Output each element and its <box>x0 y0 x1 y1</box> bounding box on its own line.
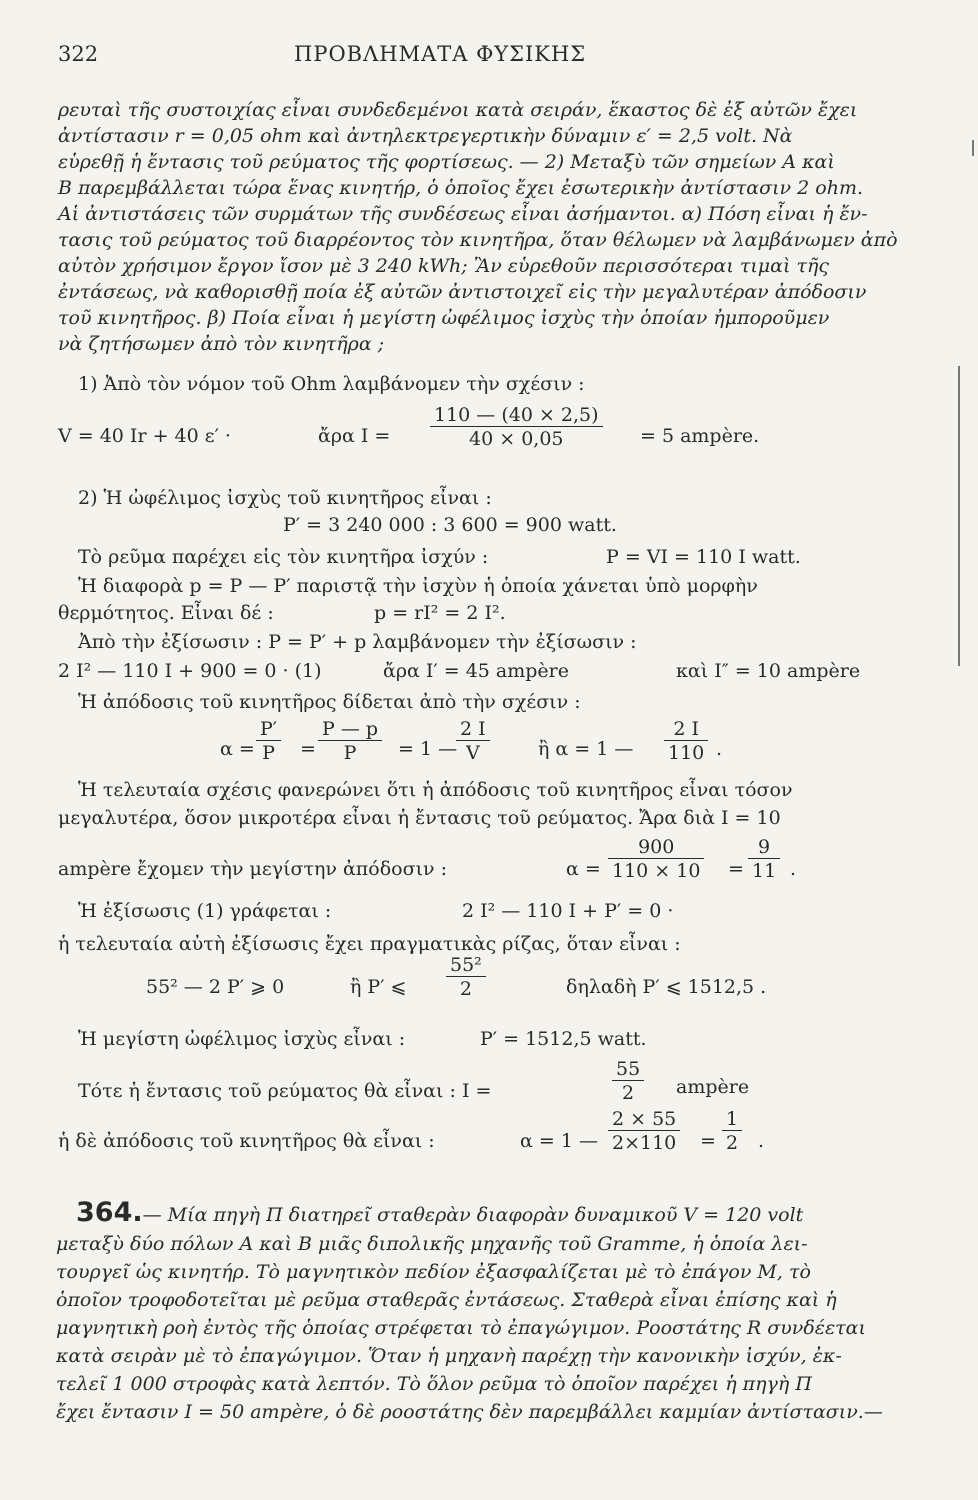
equation-root-1: ἄρα I′ = 45 ampère <box>383 660 569 682</box>
fraction-numerator: 900 <box>608 836 704 859</box>
fraction-55-over-2 <box>612 1058 644 1105</box>
problem-line: μεταξὺ δύο πόλων Α καὶ Β μιᾶς διπολικῆς μηχανῆς τοῦ Gramme, ἡ ὁποία λει- <box>56 1233 808 1255</box>
intro-line: εὑρεθῇ ἡ ἔντασις τοῦ ρεύματος τῆς φορτίσεως. — 2) Μεταξὺ τῶν σημείων Α καὶ <box>58 151 835 173</box>
equation-unit: ampère <box>676 1076 750 1098</box>
solution-text: Ἡ τελευταία σχέσις φανερώνει ὅτι ἡ ἀπόδοσις τοῦ κινητῆρος εἶναι τόσον <box>78 779 793 801</box>
equation-quadratic: 2 I² — 110 I + 900 = 0 · (1) <box>58 660 322 682</box>
fraction-denominator: 11 <box>752 860 777 882</box>
solution-text: ἡ δὲ ἀπόδοσις τοῦ κινητῆρος θὰ εἶναι : <box>58 1130 435 1152</box>
intro-line: νὰ ζητήσωμεν ἀπὸ τὸν κινητῆρα ; <box>58 333 385 355</box>
problem-number: 364. <box>76 1197 143 1228</box>
fraction-900-over-1100 <box>608 836 704 883</box>
problem-364-first-line <box>76 1196 803 1232</box>
max-eff-equals: = <box>728 858 744 880</box>
eff-or: ἢ α = 1 — <box>538 738 634 760</box>
equation-discriminant: 55² — 2 P′ ⩾ 0 <box>146 976 285 998</box>
max-eff-alpha: α = <box>566 858 601 880</box>
solution-text: Ἡ ἐξίσωσις (1) γράφεται : <box>78 900 332 922</box>
intro-line: ἀντίστασιν r = 0,05 ohm καὶ ἀντηλεκτρεγερτικὴν δύναμιν ε′ = 2,5 volt. Νὰ <box>58 125 793 147</box>
problem-line: μαγνητικὴ ροὴ ἐντὸς τῆς ὁποίας στρέφεται τὸ ἐπαγώγιμον. Ροοστάτης R συνδέεται <box>56 1317 866 1339</box>
fraction-numerator: 9 <box>748 836 780 859</box>
eff-alpha: α = <box>220 738 255 760</box>
fraction-denominator: 2 <box>622 1082 635 1104</box>
fraction-denominator: P <box>262 742 275 764</box>
fraction-numerator: P — p <box>318 718 382 741</box>
fraction-numerator: P′ <box>256 718 281 741</box>
running-title: ΠΡΟΒΛΗΜΑΤΑ ΦΥΣΙΚΗΣ <box>294 42 587 66</box>
problem-line: τουργεῖ ὡς κινητήρ. Τὸ μαγνητικὸν πεδίον ἐξασφαλίζεται μὲ τὸ ἐπάγον Μ, τὸ <box>56 1261 811 1283</box>
problem-line: κατὰ σειρὰν μὲ τὸ ἐπαγώγιμον. Ὅταν ἡ μηχανὴ παρέχῃ τὴν κανονικὴν ἰσχύν, ἐκ- <box>56 1345 842 1367</box>
problem-line: τελεῖ 1 000 στροφὰς κατὰ λεπτόν. Τὸ ὅλον ρεῦμα τὸ ὁποῖον παρέχει ἡ πηγὴ Π <box>56 1373 812 1395</box>
solution-step-1: 1) Ἀπὸ τὸν νόμον τοῦ Ohm λαμβάνομεν τὴν σχέσιν : <box>78 373 585 395</box>
solution-text: Ἡ μεγίστη ὠφέλιμος ἰσχὺς εἶναι : <box>78 1028 406 1050</box>
solution-text: ampère ἔχομεν τὴν μεγίστην ἀπόδοσιν : <box>58 858 448 880</box>
fraction-55sq-over-2 <box>446 954 486 1001</box>
equation-voltage: V = 40 Ir + 40 ε′ · <box>58 425 231 447</box>
fraction-denominator: 40 × 0,05 <box>469 428 564 450</box>
problem-line: ὁποῖον τροφοδοτεῖται μὲ ρεῦμα σταθερᾶς ἐντάσεως. Σταθερὰ εἶναι ἐπίσης καὶ ἡ <box>56 1289 837 1311</box>
fraction-p-prime-over-p <box>256 718 281 765</box>
scan-edge-mark <box>958 366 960 666</box>
fraction-final-1 <box>608 1108 680 1155</box>
fraction-numerator: 2 I <box>664 718 708 741</box>
eff-one-minus: = 1 — <box>398 738 458 760</box>
equation-power: P = VI = 110 I watt. <box>606 546 801 568</box>
solution-text: Ἡ ἀπόδοσις τοῦ κινητῆρος δίδεται ἀπὸ τὴν σχέσιν : <box>78 691 581 713</box>
fraction-9-over-11 <box>748 836 780 883</box>
scan-edge-mark <box>972 140 974 156</box>
solution-text: θερμότητος. Εἶναι δέ : <box>58 602 274 624</box>
equation-heat-loss: p = rI² = 2 I². <box>374 602 506 624</box>
final-eff-dot: . <box>758 1130 765 1152</box>
intro-line: Αἱ ἀντιστάσεις τῶν συρμάτων τῆς συνδέσεως εἶναι ἀσήμαντοι. α) Πόση εἶναι ἡ ἔν- <box>58 203 868 225</box>
page-number: 322 <box>58 42 99 66</box>
fraction-2i-over-110 <box>664 718 708 765</box>
intro-line: τοῦ κινητῆρος. β) Ποία εἶναι ἡ μεγίστη ὠφέλιμος ἰσχὺς τὴν ὁποίαν ἠμποροῦμεν <box>58 307 830 329</box>
eff-dot: . <box>716 738 723 760</box>
equation-root-2: καὶ I″ = 10 ampère <box>676 660 861 682</box>
max-eff-dot: . <box>790 858 797 880</box>
intro-line: ρευταὶ τῆς συστοιχίας εἶναι συνδεδεμένοι κατὰ σειράν, ἕκαστος δὲ ἐξ αὐτῶν ἔχει <box>58 99 858 121</box>
intro-line: ἐντάσεως, νὰ καθορισθῇ ποία ἐξ αὐτῶν ἀντιστοιχεῖ εἰς τὴν μεγαλυτέραν ἀπόδοσιν <box>58 281 867 303</box>
equation-ara: ἄρα I = <box>318 425 391 447</box>
equation-quadratic-general: 2 I² — 110 I + P′ = 0 · <box>462 900 674 922</box>
solution-step-2: 2) Ἡ ὠφέλιμος ἰσχὺς τοῦ κινητῆρος εἶναι : <box>78 487 492 509</box>
solution-text: μεγαλυτέρα, ὅσον μικροτέρα εἶναι ἡ ἔντασις τοῦ ρεύματος. Ἄρα διὰ I = 10 <box>58 807 781 829</box>
equation-max-power: P′ = 1512,5 watt. <box>480 1028 647 1050</box>
final-eff-equals: = <box>700 1130 716 1152</box>
page-header <box>0 42 978 72</box>
problem-text: — Μία πηγὴ Π διατηρεῖ σταθερὰν διαφορὰν δυναμικοῦ V = 120 volt <box>142 1204 804 1226</box>
fraction-numerator: 1 <box>722 1108 742 1131</box>
solution-text: Τότε ἡ ἔντασις τοῦ ρεύματος θὰ εἶναι : I = <box>78 1080 492 1102</box>
eff-equals: = <box>300 738 316 760</box>
intro-line: τασις τοῦ ρεύματος τοῦ διαρρέοντος τὸν κινητῆρα, ὅταν θέλωμεν νὰ λαμβάνωμεν ἀπὸ <box>58 229 898 251</box>
fraction-numerator: 2 × 55 <box>608 1108 680 1131</box>
equation-result: = 5 ampère. <box>640 425 760 447</box>
fraction-2i-over-v <box>456 718 490 765</box>
fraction-p-minus-p <box>318 718 382 765</box>
fraction-numerator: 55 <box>612 1058 644 1081</box>
equation-inequality: ἢ P′ ⩽ <box>350 976 407 998</box>
solution-text: ἡ τελευταία αὐτὴ ἐξίσωσις ἔχει πραγματικὰς ρίζας, ὅταν εἶναι : <box>58 933 681 955</box>
solution-text: Ἀπὸ τὴν ἐξίσωσιν : P = P′ + p λαμβάνομεν τὴν ἐξίσωσιν : <box>78 631 637 653</box>
solution-text: Τὸ ρεῦμα παρέχει εἰς τὸν κινητῆρα ἰσχύν : <box>78 546 489 568</box>
fraction-denominator: 110 <box>668 742 705 764</box>
fraction-current <box>430 404 603 451</box>
fraction-denominator: 2 <box>726 1132 739 1154</box>
intro-line: αὐτὸν χρήσιμον ἔργον ἴσον μὲ 3 240 kWh; Ἂν εὑρεθοῦν περισσότεραι τιμαὶ τῆς <box>58 255 829 277</box>
fraction-denominator: V <box>465 742 480 764</box>
problem-line: ἔχει ἔντασιν I = 50 ampère, ὁ δὲ ροοστάτης δὲν παρεμβάλλει καμμίαν ἀντίστασιν.— <box>56 1401 883 1423</box>
fraction-numerator: 2 I <box>456 718 490 741</box>
fraction-denominator: P <box>343 742 357 764</box>
fraction-final-2 <box>722 1108 742 1155</box>
fraction-denominator: 110 × 10 <box>612 860 701 882</box>
intro-line: Β παρεμβάλλεται τώρα ἕνας κινητήρ, ὁ ὁποῖος ἔχει ἐσωτερικὴν ἀντίστασιν 2 ohm. <box>58 177 863 199</box>
fraction-denominator: 2×110 <box>612 1132 677 1154</box>
final-eff-alpha: α = 1 — <box>520 1130 598 1152</box>
solution-text: Ἡ διαφορὰ p = P — P′ παριστᾷ τὴν ἰσχὺν ἡ ὁποία χάνεται ὑπὸ μορφὴν <box>78 575 758 597</box>
equation-inequality-result: δηλαδὴ P′ ⩽ 1512,5 . <box>566 976 767 998</box>
fraction-denominator: 2 <box>459 978 472 1000</box>
fraction-numerator: 55² <box>446 954 486 977</box>
fraction-numerator: 110 — (40 × 2,5) <box>430 404 603 427</box>
equation-useful-power: P′ = 3 240 000 : 3 600 = 900 watt. <box>283 514 617 536</box>
